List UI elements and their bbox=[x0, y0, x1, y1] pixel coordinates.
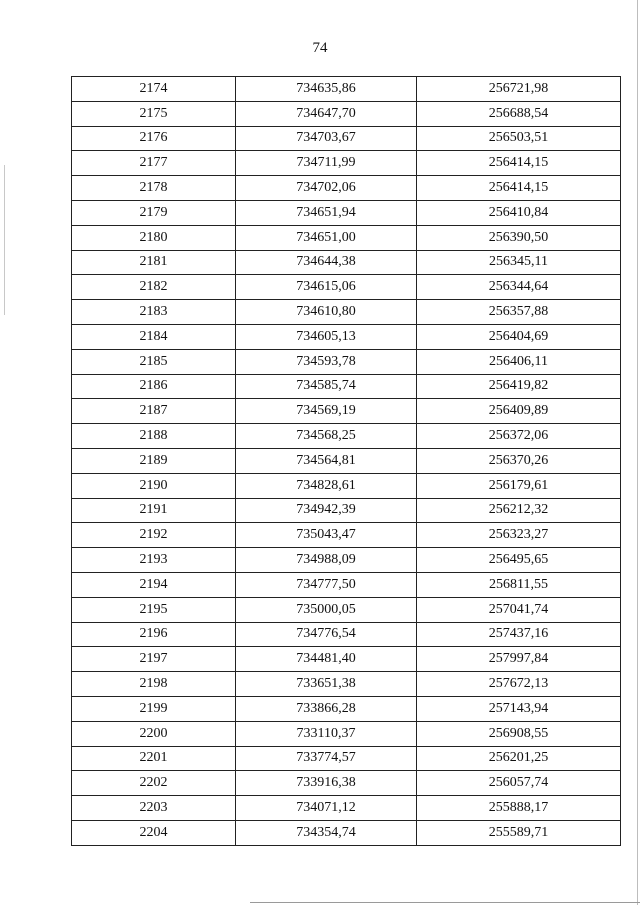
point-number-cell: 2181 bbox=[72, 250, 236, 275]
table-row bbox=[72, 374, 621, 399]
table-row bbox=[72, 622, 621, 647]
table-row bbox=[72, 399, 621, 424]
x-coordinate-cell: 734647,70 bbox=[236, 101, 417, 126]
table-row bbox=[72, 696, 621, 721]
y-coordinate-cell: 256323,27 bbox=[417, 523, 621, 548]
table-row bbox=[72, 721, 621, 746]
x-coordinate-cell: 734703,67 bbox=[236, 126, 417, 151]
point-number-cell: 2204 bbox=[72, 820, 236, 845]
point-number-cell: 2183 bbox=[72, 300, 236, 325]
table-row bbox=[72, 572, 621, 597]
y-coordinate-cell: 256688,54 bbox=[417, 101, 621, 126]
table-row bbox=[72, 820, 621, 845]
y-coordinate-cell: 256372,06 bbox=[417, 424, 621, 449]
y-coordinate-cell: 256370,26 bbox=[417, 448, 621, 473]
table-row bbox=[72, 250, 621, 275]
table-row bbox=[72, 126, 621, 151]
x-coordinate-cell: 734651,00 bbox=[236, 225, 417, 250]
x-coordinate-cell: 734711,99 bbox=[236, 151, 417, 176]
table-row bbox=[72, 324, 621, 349]
table-row bbox=[72, 275, 621, 300]
point-number-cell: 2198 bbox=[72, 672, 236, 697]
table-row bbox=[72, 473, 621, 498]
y-coordinate-cell: 256495,65 bbox=[417, 548, 621, 573]
x-coordinate-cell: 733110,37 bbox=[236, 721, 417, 746]
y-coordinate-cell: 256409,89 bbox=[417, 399, 621, 424]
table-row bbox=[72, 424, 621, 449]
point-number-cell: 2186 bbox=[72, 374, 236, 399]
table-row bbox=[72, 771, 621, 796]
x-coordinate-cell: 734988,09 bbox=[236, 548, 417, 573]
y-coordinate-cell: 256410,84 bbox=[417, 200, 621, 225]
point-number-cell: 2199 bbox=[72, 696, 236, 721]
point-number-cell: 2182 bbox=[72, 275, 236, 300]
y-coordinate-cell: 256057,74 bbox=[417, 771, 621, 796]
table-row bbox=[72, 548, 621, 573]
y-coordinate-cell: 257041,74 bbox=[417, 597, 621, 622]
point-number-cell: 2174 bbox=[72, 77, 236, 102]
point-number-cell: 2200 bbox=[72, 721, 236, 746]
point-number-cell: 2180 bbox=[72, 225, 236, 250]
x-coordinate-cell: 734569,19 bbox=[236, 399, 417, 424]
x-coordinate-cell: 734610,80 bbox=[236, 300, 417, 325]
point-number-cell: 2179 bbox=[72, 200, 236, 225]
scan-edge-left bbox=[4, 165, 5, 315]
x-coordinate-cell: 733916,38 bbox=[236, 771, 417, 796]
point-number-cell: 2175 bbox=[72, 101, 236, 126]
coordinates-table-body bbox=[72, 77, 621, 846]
y-coordinate-cell: 255888,17 bbox=[417, 796, 621, 821]
point-number-cell: 2177 bbox=[72, 151, 236, 176]
point-number-cell: 2195 bbox=[72, 597, 236, 622]
y-coordinate-cell: 255589,71 bbox=[417, 820, 621, 845]
x-coordinate-cell: 735043,47 bbox=[236, 523, 417, 548]
y-coordinate-cell: 256811,55 bbox=[417, 572, 621, 597]
point-number-cell: 2184 bbox=[72, 324, 236, 349]
x-coordinate-cell: 734702,06 bbox=[236, 176, 417, 201]
point-number-cell: 2191 bbox=[72, 498, 236, 523]
y-coordinate-cell: 256908,55 bbox=[417, 721, 621, 746]
table-row bbox=[72, 151, 621, 176]
table-row bbox=[72, 672, 621, 697]
y-coordinate-cell: 257997,84 bbox=[417, 647, 621, 672]
point-number-cell: 2202 bbox=[72, 771, 236, 796]
point-number-cell: 2197 bbox=[72, 647, 236, 672]
table-row bbox=[72, 796, 621, 821]
table-row bbox=[72, 300, 621, 325]
x-coordinate-cell: 733651,38 bbox=[236, 672, 417, 697]
scan-edge-right bbox=[637, 0, 638, 905]
table-row bbox=[72, 523, 621, 548]
y-coordinate-cell: 256357,88 bbox=[417, 300, 621, 325]
y-coordinate-cell: 256404,69 bbox=[417, 324, 621, 349]
y-coordinate-cell: 256344,64 bbox=[417, 275, 621, 300]
y-coordinate-cell: 257437,16 bbox=[417, 622, 621, 647]
table-row bbox=[72, 448, 621, 473]
x-coordinate-cell: 734354,74 bbox=[236, 820, 417, 845]
table-row bbox=[72, 200, 621, 225]
table-row bbox=[72, 498, 621, 523]
table-row bbox=[72, 597, 621, 622]
x-coordinate-cell: 734651,94 bbox=[236, 200, 417, 225]
x-coordinate-cell: 734828,61 bbox=[236, 473, 417, 498]
table-row bbox=[72, 77, 621, 102]
table-row bbox=[72, 225, 621, 250]
x-coordinate-cell: 734605,13 bbox=[236, 324, 417, 349]
x-coordinate-cell: 734593,78 bbox=[236, 349, 417, 374]
x-coordinate-cell: 734776,54 bbox=[236, 622, 417, 647]
table-row bbox=[72, 647, 621, 672]
x-coordinate-cell: 735000,05 bbox=[236, 597, 417, 622]
table-row bbox=[72, 176, 621, 201]
y-coordinate-cell: 256414,15 bbox=[417, 151, 621, 176]
coordinates-table bbox=[71, 76, 621, 846]
x-coordinate-cell: 734481,40 bbox=[236, 647, 417, 672]
point-number-cell: 2178 bbox=[72, 176, 236, 201]
table-row bbox=[72, 101, 621, 126]
x-coordinate-cell: 734071,12 bbox=[236, 796, 417, 821]
y-coordinate-cell: 256390,50 bbox=[417, 225, 621, 250]
y-coordinate-cell: 256212,32 bbox=[417, 498, 621, 523]
x-coordinate-cell: 734615,06 bbox=[236, 275, 417, 300]
x-coordinate-cell: 734564,81 bbox=[236, 448, 417, 473]
point-number-cell: 2188 bbox=[72, 424, 236, 449]
point-number-cell: 2192 bbox=[72, 523, 236, 548]
table-row bbox=[72, 349, 621, 374]
y-coordinate-cell: 256503,51 bbox=[417, 126, 621, 151]
x-coordinate-cell: 734644,38 bbox=[236, 250, 417, 275]
point-number-cell: 2193 bbox=[72, 548, 236, 573]
y-coordinate-cell: 256414,15 bbox=[417, 176, 621, 201]
page-number: 74 bbox=[312, 40, 328, 56]
point-number-cell: 2201 bbox=[72, 746, 236, 771]
y-coordinate-cell: 256345,11 bbox=[417, 250, 621, 275]
x-coordinate-cell: 734777,50 bbox=[236, 572, 417, 597]
point-number-cell: 2176 bbox=[72, 126, 236, 151]
point-number-cell: 2189 bbox=[72, 448, 236, 473]
point-number-cell: 2187 bbox=[72, 399, 236, 424]
x-coordinate-cell: 733866,28 bbox=[236, 696, 417, 721]
y-coordinate-cell: 257672,13 bbox=[417, 672, 621, 697]
point-number-cell: 2203 bbox=[72, 796, 236, 821]
x-coordinate-cell: 734585,74 bbox=[236, 374, 417, 399]
x-coordinate-cell: 733774,57 bbox=[236, 746, 417, 771]
y-coordinate-cell: 256721,98 bbox=[417, 77, 621, 102]
table-row bbox=[72, 746, 621, 771]
y-coordinate-cell: 256419,82 bbox=[417, 374, 621, 399]
x-coordinate-cell: 734635,86 bbox=[236, 77, 417, 102]
point-number-cell: 2194 bbox=[72, 572, 236, 597]
y-coordinate-cell: 256406,11 bbox=[417, 349, 621, 374]
point-number-cell: 2190 bbox=[72, 473, 236, 498]
point-number-cell: 2196 bbox=[72, 622, 236, 647]
x-coordinate-cell: 734568,25 bbox=[236, 424, 417, 449]
scan-edge-bottom bbox=[250, 902, 640, 903]
y-coordinate-cell: 256201,25 bbox=[417, 746, 621, 771]
y-coordinate-cell: 257143,94 bbox=[417, 696, 621, 721]
point-number-cell: 2185 bbox=[72, 349, 236, 374]
x-coordinate-cell: 734942,39 bbox=[236, 498, 417, 523]
y-coordinate-cell: 256179,61 bbox=[417, 473, 621, 498]
